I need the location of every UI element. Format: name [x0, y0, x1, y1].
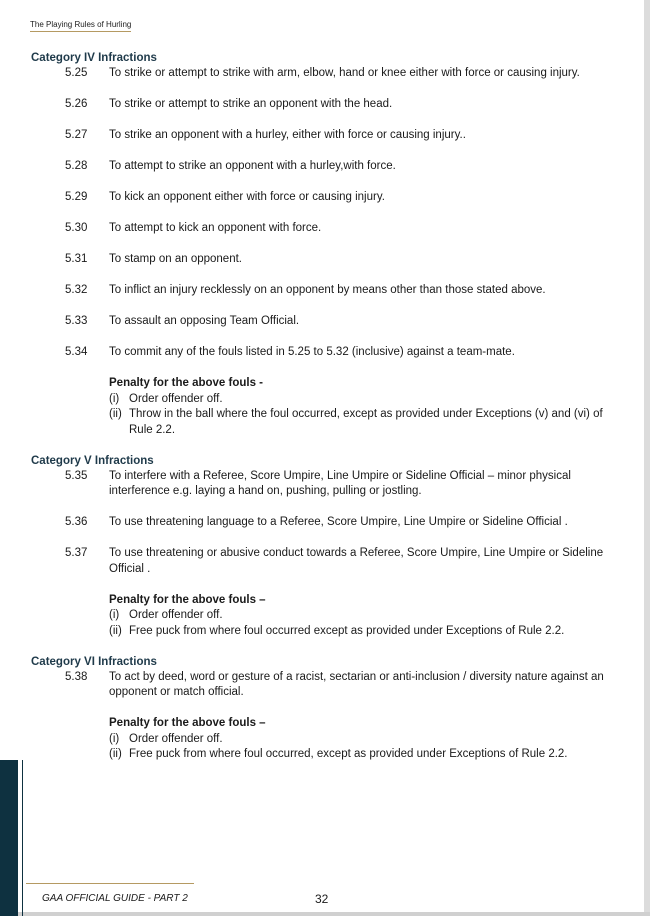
penalty-block: [109, 593, 621, 640]
rule-item: [31, 515, 621, 531]
page-number: 32: [315, 892, 329, 906]
penalty-block: [109, 376, 621, 438]
decorative-side-bar: [0, 760, 18, 916]
rule-text: To use threatening language to a Referee, Score Umpire, Line Umpire or Sideline Official .: [109, 516, 568, 528]
rule-text: To stamp on an opponent.: [109, 253, 242, 265]
rule-item: [31, 190, 621, 206]
rule-item: [31, 546, 621, 577]
rule-text: To commit any of the fouls listed in 5.25 to 5.32 (inclusive) against a team-mate.: [109, 346, 515, 358]
running-header: The Playing Rules of Hurling: [30, 20, 131, 32]
penalty-item-label: (i): [109, 609, 120, 621]
penalty-heading: Penalty for the above fouls –: [109, 717, 266, 729]
rule-number: 5.25: [65, 67, 88, 79]
rule-item: [31, 345, 621, 361]
penalty-item-label: (i): [109, 392, 120, 405]
rule-number: 5.31: [65, 253, 88, 265]
penalty-item: [109, 624, 621, 640]
rule-number: 5.27: [65, 129, 88, 141]
section-heading: Category VI Infractions: [31, 655, 157, 668]
rule-number: 5.36: [65, 516, 88, 528]
rule-item: [31, 159, 621, 175]
rule-text: To inflict an injury recklessly on an opponent by means other than those stated above.: [109, 284, 546, 296]
rule-text: To strike or attempt to strike with arm, elbow, hand or knee either with force or causing injury.: [109, 67, 580, 79]
rule-number: 5.34: [65, 346, 88, 358]
rule-item: [31, 252, 621, 268]
rule-number: 5.32: [65, 284, 88, 296]
rule-item: [31, 314, 621, 330]
penalty-item: [109, 747, 621, 763]
penalty-item: [109, 392, 621, 408]
section-category-iv: [31, 51, 621, 454]
penalty-item: [109, 407, 621, 438]
rule-number: 5.29: [65, 191, 88, 203]
rule-text: To attempt to strike an opponent with a hurley,with force.: [109, 160, 396, 172]
penalty-heading: Penalty for the above fouls -: [109, 377, 263, 389]
penalty-item-text: Free puck from where foul occurred except as provided under Exceptions of Rule 2.2.: [129, 624, 565, 637]
rule-text: To kick an opponent either with force or causing injury.: [109, 191, 385, 203]
penalty-item: [109, 732, 621, 748]
decorative-side-line: [22, 760, 23, 916]
document-body: [31, 51, 621, 763]
rule-number: 5.38: [65, 670, 88, 683]
rule-item: [31, 66, 621, 82]
penalty-item-text: Free puck from where foul occurred, except as provided under Exceptions of Rule 2.2.: [129, 748, 568, 760]
rule-text: To strike an opponent with a hurley, either with force or causing injury..: [109, 129, 466, 141]
rule-text: To attempt to kick an opponent with force.: [109, 222, 322, 234]
penalty-item-text: Order offender off.: [129, 609, 223, 621]
section-category-vi: [31, 655, 621, 763]
rule-item: [31, 670, 621, 701]
rule-number: 5.26: [65, 98, 88, 110]
section-heading: Category IV Infractions: [31, 52, 157, 64]
penalty-item-text: Order offender off.: [129, 392, 223, 405]
rule-number: 5.37: [65, 547, 88, 559]
section-heading: Category V Infractions: [31, 454, 154, 467]
penalty-item: [109, 608, 621, 624]
rule-number: 5.35: [65, 469, 88, 482]
footer-title: GAA OFFICIAL GUIDE - PART 2: [42, 893, 188, 904]
page-edge-right: [644, 0, 650, 916]
rule-number: 5.33: [65, 315, 88, 327]
rule-text: To strike or attempt to strike an opponent with the head.: [109, 98, 393, 110]
rule-item: [31, 283, 621, 299]
rule-text: To interfere with a Referee, Score Umpire, Line Umpire or Sideline Official – minor physical interference e.g. laying a hand on, pushing, pulling or jostling.: [109, 469, 571, 497]
rule-item: [31, 221, 621, 237]
rule-number: 5.30: [65, 222, 88, 234]
rule-text: To use threatening or abusive conduct towards a Referee, Score Umpire, Line Umpire or Sideline Official .: [109, 547, 604, 575]
penalty-item-label: (ii): [109, 408, 122, 420]
penalty-block: [109, 716, 621, 763]
rule-text: To assault an opposing Team Official.: [109, 315, 300, 327]
section-category-v: [31, 454, 621, 655]
rule-item: [31, 469, 621, 500]
rule-number: 5.28: [65, 160, 88, 172]
penalty-item-label: (i): [109, 732, 120, 745]
penalty-item-label: (ii): [109, 748, 122, 760]
page-edge-bottom: [0, 912, 650, 916]
penalty-item-label: (ii): [109, 624, 122, 637]
rule-item: [31, 97, 621, 113]
footer-rule: [26, 883, 194, 884]
rule-text: To act by deed, word or gesture of a racist, sectarian or anti-inclusion / diversity nature against an opponent or match official.: [109, 670, 604, 698]
penalty-heading: Penalty for the above fouls –: [109, 593, 266, 606]
rule-item: [31, 128, 621, 144]
penalty-item-text: Throw in the ball where the foul occurred, except as provided under Exceptions (v) and (vi) of Rule 2.2.: [129, 408, 603, 436]
penalty-item-text: Order offender off.: [129, 732, 223, 745]
